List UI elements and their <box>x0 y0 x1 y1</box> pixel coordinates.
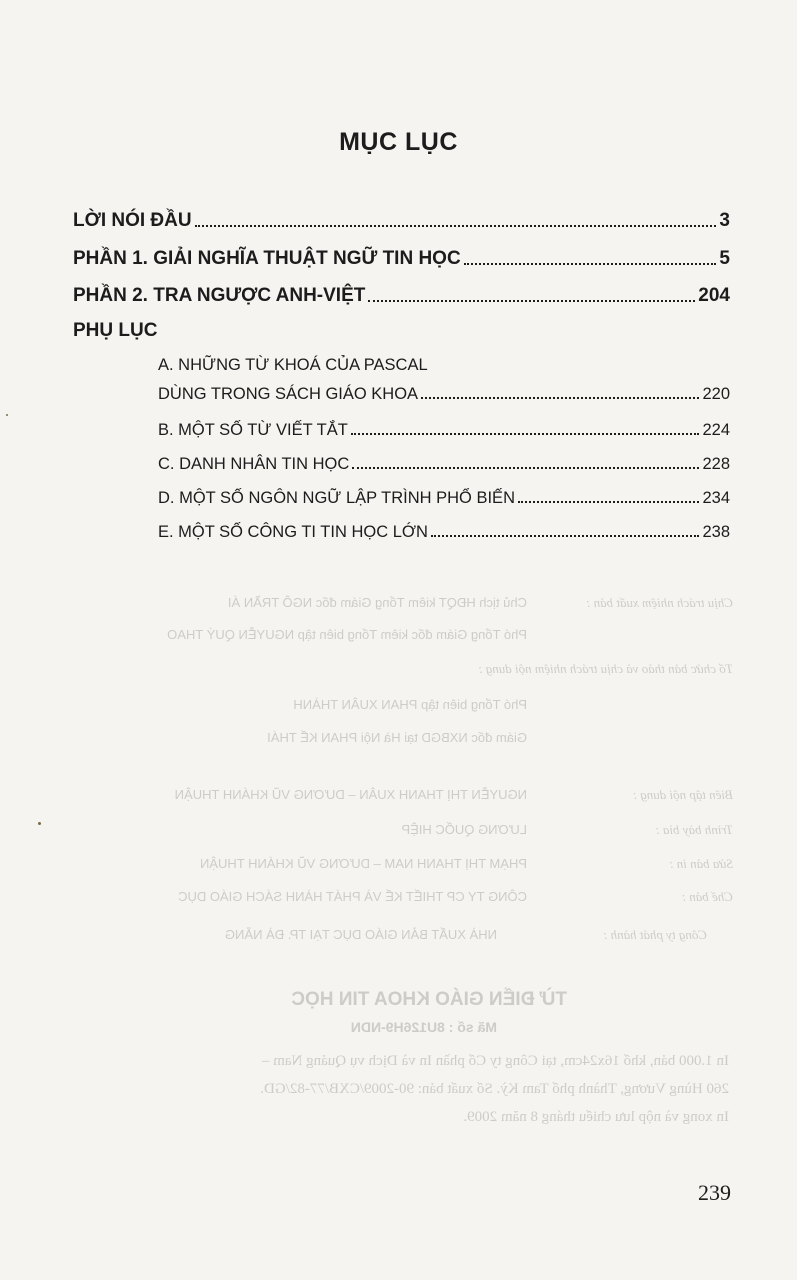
toc-title: MỤC LỤC <box>339 128 458 156</box>
toc-entry-page: 238 <box>702 523 730 541</box>
toc-entry-appendix-c[interactable] <box>158 455 730 474</box>
ghost-label: Chế bản : <box>681 889 733 904</box>
toc-entry-page: 228 <box>702 455 730 473</box>
dot-leader <box>464 263 717 265</box>
paper-speck <box>6 414 8 416</box>
ghost-value: NGUYỄN THỊ THANH XUÂN – DƯƠNG VŨ KHÁNH THUẬN <box>174 787 527 802</box>
dot-leader <box>195 225 717 227</box>
dot-leader <box>421 397 699 399</box>
paper-speck <box>38 822 41 825</box>
toc-entry-label: PHẦN 2. TRA NGƯỢC ANH-VIỆT <box>73 285 366 306</box>
toc-entry-label: B. MỘT SỐ TỪ VIẾT TẮT <box>158 421 348 439</box>
toc-entry-appendix-b[interactable] <box>158 421 730 440</box>
dot-leader <box>351 433 700 435</box>
appendix-heading: PHỤ LỤC <box>73 320 158 341</box>
ghost-label: Chịu trách nhiệm xuất bản : <box>586 595 733 610</box>
toc-entry-preface[interactable] <box>73 210 730 232</box>
toc-entry-page: 3 <box>719 210 730 231</box>
toc-entry-appendix-a[interactable] <box>158 385 730 404</box>
ghost-print-info: In xong và nộp lưu chiểu tháng 8 năm 2009. <box>463 1109 729 1125</box>
ghost-label: Trình bày bìa : <box>655 822 733 837</box>
ghost-label: Công ty phát hành : <box>603 927 707 942</box>
ghost-book-title: TỪ ĐIỂN GIÁO KHOA TIN HỌC <box>291 989 567 1010</box>
toc-entry-label: D. MỘT SỐ NGÔN NGỮ LẬP TRÌNH PHỔ BIẾN <box>158 489 515 507</box>
dot-leader <box>368 300 695 302</box>
toc-entry-label: E. MỘT SỐ CÔNG TI TIN HỌC LỚN <box>158 523 428 541</box>
ghost-print-info: In 1.000 bản, khổ 16x24cm, tại Công ty Cổ phần In và Dịch vụ Quảng Nam – <box>261 1053 729 1069</box>
ghost-value: PHẠM THỊ THANH NAM – DƯƠNG VŨ KHÁNH THUẬN <box>199 856 527 871</box>
dot-leader <box>431 535 700 537</box>
toc-entry-part-2[interactable] <box>73 285 730 307</box>
ghost-value: Chủ tịch HĐQT kiêm Tổng Giám đốc NGÔ TRẦN ÁI <box>227 595 527 610</box>
toc-entry-part-1[interactable] <box>73 248 730 270</box>
ghost-value: Giám đốc NXBGD tại Hà Nội PHAN KẾ THÁI <box>267 730 527 745</box>
toc-entry-label: LỜI NÓI ĐẦU <box>73 210 192 231</box>
toc-entry-label: DÙNG TRONG SÁCH GIÁO KHOA <box>158 385 419 403</box>
page-number: 239 <box>698 1180 731 1205</box>
ghost-value: NHÀ XUẤT BẢN GIÁO DỤC TẠI TP. ĐÀ NẴNG <box>224 927 497 942</box>
toc-entry-page: 234 <box>702 489 730 507</box>
appendix-a-line1: A. NHỮNG TỪ KHOÁ CỦA PASCAL <box>158 356 428 374</box>
toc-entry-label: C. DANH NHÂN TIN HỌC <box>158 455 350 473</box>
ghost-value: Phó Tổng Giám đốc kiêm Tổng biên tập NGUYỄN QUÝ THAO <box>167 627 527 642</box>
ghost-book-code: Mã số : 8U126H9-NDN <box>350 1019 497 1035</box>
ghost-label: Biên tập nội dung : <box>632 787 733 802</box>
toc-entry-label: PHẦN 1. GIẢI NGHĨA THUẬT NGỮ TIN HỌC <box>73 248 461 269</box>
toc-entry-appendix-d[interactable] <box>158 489 730 508</box>
ghost-value: Phó Tổng biên tập PHAN XUÂN THÀNH <box>293 697 527 712</box>
ghost-label: Sửa bản in : <box>669 856 733 871</box>
dot-leader <box>352 467 699 469</box>
ghost-label: Tổ chức bản thảo và chịu trách nhiệm nội dung : <box>478 661 733 676</box>
bleed-through-colophon <box>0 575 797 1135</box>
ghost-print-info: 260 Hùng Vương, Thành phố Tam Kỳ. Số xuất bản: 90-2009/CXB/77-82/GD. <box>260 1081 729 1097</box>
dot-leader <box>518 501 699 503</box>
toc-entry-page: 224 <box>702 421 730 439</box>
toc-entry-page: 5 <box>719 248 730 269</box>
toc-entry-page: 220 <box>702 385 730 403</box>
toc-entry-page: 204 <box>698 285 730 306</box>
ghost-value: CÔNG TY CP THIẾT KẾ VÀ PHÁT HÀNH SÁCH GIÁO DỤC <box>178 889 527 904</box>
ghost-value: LƯƠNG QUỐC HIỆP <box>401 822 527 837</box>
toc-entry-appendix-e[interactable] <box>158 523 730 542</box>
